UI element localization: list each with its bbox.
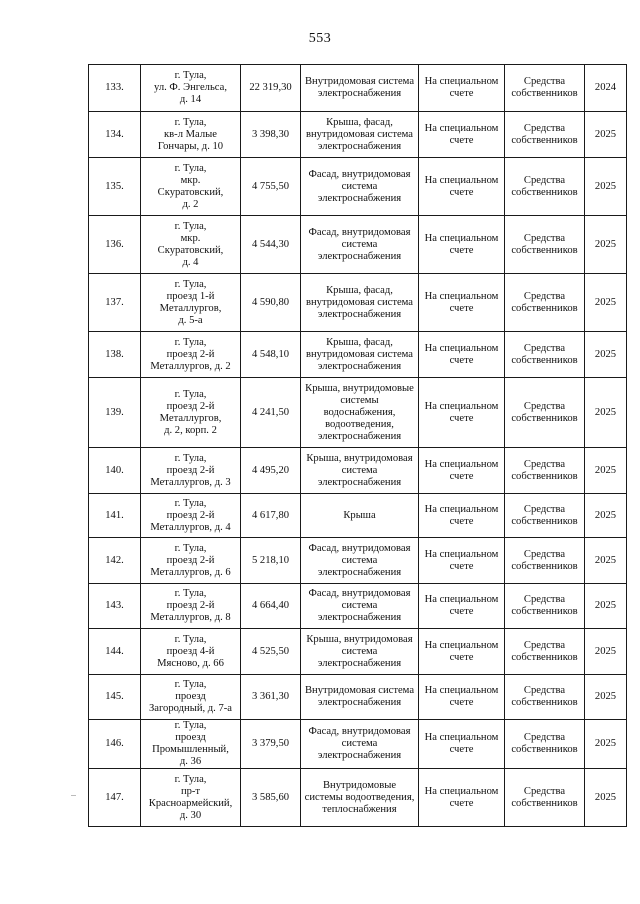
table-body xyxy=(89,65,627,827)
address-cell-line: Промышленный, xyxy=(152,744,229,755)
year-cell: 2025 xyxy=(585,448,627,494)
address-cell-line: Красноармейский, xyxy=(148,797,233,809)
funding-source-cell-line: собственников xyxy=(511,244,578,256)
address-cell-line: проезд 2-й xyxy=(166,509,215,521)
address-cell-line: Гончары, д. 10 xyxy=(157,140,224,152)
table-row xyxy=(89,538,627,584)
row-number-cell: 146. xyxy=(89,720,141,769)
funding-source-cell xyxy=(505,158,585,216)
account-cell-line: счете xyxy=(449,744,474,755)
area-cell: 3 379,50 xyxy=(241,720,301,769)
address-cell xyxy=(141,112,241,158)
works-cell-line: электроснабжения xyxy=(317,750,402,761)
address-cell-line: г. Тула, xyxy=(174,336,207,348)
account-cell-line: счете xyxy=(449,797,474,809)
address-cell-line: проезд 4-й xyxy=(166,645,215,657)
year-cell: 2025 xyxy=(585,274,627,332)
works-cell xyxy=(301,720,419,769)
account-cell-line: На специальном xyxy=(424,548,499,560)
account-cell-line: счете xyxy=(449,134,474,146)
area-cell: 3 398,30 xyxy=(241,112,301,158)
address-cell-line: г. Тула, xyxy=(174,116,207,128)
funding-source-cell-line: Средства xyxy=(523,732,566,743)
account-cell xyxy=(419,720,505,769)
works-cell xyxy=(301,448,419,494)
address-cell xyxy=(141,158,241,216)
funding-source-cell-line: собственников xyxy=(511,651,578,663)
works-cell xyxy=(301,629,419,675)
address-cell-line: Скуратовский, xyxy=(157,186,224,198)
table-row xyxy=(89,274,627,332)
works-cell-line: электроснабжения xyxy=(317,566,402,578)
funding-source-cell-line: Средства xyxy=(523,232,566,244)
row-number-cell: 142. xyxy=(89,538,141,584)
row-number-cell: 136. xyxy=(89,216,141,274)
area-cell: 4 664,40 xyxy=(241,584,301,629)
address-cell-line: Загородный, д. 7-а xyxy=(148,703,233,714)
row-number-cell: 133. xyxy=(89,65,141,112)
account-cell-line: счете xyxy=(449,470,474,482)
works-cell-line: Крыша, внутридомовая xyxy=(306,633,413,645)
works-cell-line: Крыша, фасад, xyxy=(326,336,393,348)
area-cell: 4 525,50 xyxy=(241,629,301,675)
works-cell-line: электроснабжения xyxy=(317,250,402,262)
table-row xyxy=(89,112,627,158)
row-number-cell: 134. xyxy=(89,112,141,158)
address-cell-line: д. 14 xyxy=(179,94,202,105)
funding-source-cell-line: Средства xyxy=(523,122,566,134)
table-row xyxy=(89,158,627,216)
works-cell-line: Крыша, внутридомовые xyxy=(305,382,414,394)
year-cell: 2025 xyxy=(585,158,627,216)
funding-source-cell-line: Средства xyxy=(523,400,566,412)
account-cell xyxy=(419,538,505,584)
account-cell-line: счете xyxy=(449,302,474,314)
address-cell-line: д. 5-а xyxy=(178,314,203,326)
row-number-cell: 138. xyxy=(89,332,141,378)
address-cell-line: г. Тула, xyxy=(174,679,207,690)
account-cell-line: На специальном xyxy=(424,639,499,651)
works-cell-line: системы водоотведения, xyxy=(304,791,415,803)
works-cell xyxy=(301,274,419,332)
address-cell xyxy=(141,675,241,720)
address-cell-line: проезд 1-й xyxy=(166,290,215,302)
account-cell xyxy=(419,216,505,274)
funding-source-cell-line: Средства xyxy=(523,639,566,651)
works-cell-line: электроснабжения xyxy=(317,308,402,320)
address-cell-line: г. Тула, xyxy=(174,162,207,174)
works-cell-line: Крыша, внутридомовая xyxy=(306,452,413,464)
area-cell: 4 755,50 xyxy=(241,158,301,216)
address-cell-line: Металлургов, xyxy=(159,412,222,424)
scan-speck xyxy=(71,795,76,796)
table-row xyxy=(89,584,627,629)
area-cell: 5 218,10 xyxy=(241,538,301,584)
year-cell: 2025 xyxy=(585,720,627,769)
table-row xyxy=(89,448,627,494)
works-cell-line: теплоснабжения xyxy=(322,803,397,815)
address-cell-line: проезд 2-й xyxy=(166,600,215,611)
area-cell: 3 585,60 xyxy=(241,769,301,827)
address-cell-line: Металлургов, д. 8 xyxy=(150,612,231,623)
address-cell-line: пр-т xyxy=(180,785,201,797)
works-cell xyxy=(301,584,419,629)
address-cell-line: г. Тула, xyxy=(174,633,207,645)
address-cell-line: проезд 2-й xyxy=(166,348,215,360)
funding-source-cell xyxy=(505,332,585,378)
works-cell-line: электроснабжения xyxy=(317,360,402,372)
works-cell xyxy=(301,332,419,378)
funding-source-cell-line: Средства xyxy=(523,342,566,354)
works-cell-line: Внутридомовые xyxy=(322,779,397,791)
address-cell xyxy=(141,538,241,584)
works-cell-line: система xyxy=(341,645,378,657)
account-cell-line: На специальном xyxy=(424,232,499,244)
area-cell: 3 361,30 xyxy=(241,675,301,720)
works-cell-line: электроснабжения xyxy=(317,476,402,488)
works-cell xyxy=(301,675,419,720)
works-cell-line: Фасад, внутридомовая xyxy=(308,726,411,737)
funding-source-cell-line: собственников xyxy=(511,515,578,527)
account-cell xyxy=(419,584,505,629)
address-cell-line: д. 2, корп. 2 xyxy=(164,424,217,436)
works-cell-line: система xyxy=(341,554,378,566)
housing-repair-table xyxy=(88,64,627,827)
works-cell-line: электроснабжения xyxy=(317,697,402,708)
address-cell xyxy=(141,720,241,769)
works-cell-line: водоотведения, xyxy=(325,418,394,430)
account-cell xyxy=(419,158,505,216)
funding-source-cell-line: Средства xyxy=(523,290,566,302)
address-cell-line: г. Тула, xyxy=(174,542,207,554)
address-cell-line: Металлургов, д. 4 xyxy=(150,521,231,533)
funding-source-cell-line: собственников xyxy=(511,744,578,755)
funding-source-cell-line: собственников xyxy=(511,302,578,314)
address-cell-line: д. 4 xyxy=(182,256,199,268)
funding-source-cell xyxy=(505,448,585,494)
address-cell-line: Металлургов, д. 2 xyxy=(150,360,231,372)
works-cell xyxy=(301,378,419,448)
address-cell xyxy=(141,332,241,378)
address-cell-line: г. Тула, xyxy=(174,278,207,290)
area-cell: 4 544,30 xyxy=(241,216,301,274)
address-cell xyxy=(141,65,241,112)
account-cell xyxy=(419,769,505,827)
works-cell-line: Внутридомовая система xyxy=(304,685,415,696)
funding-source-cell-line: собственников xyxy=(511,134,578,146)
account-cell xyxy=(419,332,505,378)
address-cell-line: проезд 2-й xyxy=(166,554,215,566)
account-cell-line: счете xyxy=(449,651,474,663)
account-cell-line: На специальном xyxy=(424,594,499,605)
funding-source-cell-line: собственников xyxy=(511,797,578,809)
year-cell: 2025 xyxy=(585,112,627,158)
address-cell-line: г. Тула, xyxy=(174,220,207,232)
works-cell-line: система xyxy=(341,738,378,749)
account-cell xyxy=(419,494,505,538)
page-number: 553 xyxy=(308,31,332,46)
account-cell xyxy=(419,378,505,448)
address-cell xyxy=(141,494,241,538)
funding-source-cell-line: Средства xyxy=(523,594,566,605)
address-cell-line: г. Тула, xyxy=(174,588,207,599)
address-cell-line: проезд xyxy=(175,691,206,702)
works-cell xyxy=(301,494,419,538)
funding-source-cell-line: Средства xyxy=(523,548,566,560)
account-cell-line: На специальном xyxy=(424,290,499,302)
address-cell xyxy=(141,584,241,629)
works-cell xyxy=(301,216,419,274)
address-cell-line: проезд 2-й xyxy=(166,464,215,476)
account-cell-line: На специальном xyxy=(424,685,499,696)
funding-source-cell-line: собственников xyxy=(511,697,578,708)
funding-source-cell-line: собственников xyxy=(511,560,578,572)
funding-source-cell xyxy=(505,538,585,584)
works-cell-line: внутридомовая система xyxy=(305,128,413,140)
address-cell xyxy=(141,274,241,332)
account-cell-line: На специальном xyxy=(424,503,499,515)
address-cell-line: д. 30 xyxy=(179,809,202,821)
address-cell-line: г. Тула, xyxy=(174,70,207,81)
funding-source-cell xyxy=(505,675,585,720)
table-row xyxy=(89,675,627,720)
table-row xyxy=(89,216,627,274)
row-number-cell: 143. xyxy=(89,584,141,629)
funding-source-cell xyxy=(505,720,585,769)
address-cell-line: г. Тула, xyxy=(174,773,207,785)
funding-source-cell-line: собственников xyxy=(511,470,578,482)
works-cell-line: Крыша xyxy=(343,509,376,521)
account-cell-line: счете xyxy=(449,186,474,198)
works-cell-line: электроснабжения xyxy=(317,192,402,204)
funding-source-cell-line: Средства xyxy=(523,458,566,470)
funding-source-cell-line: Средства xyxy=(523,76,566,87)
works-cell-line: электроснабжения xyxy=(317,140,402,152)
table-row xyxy=(89,629,627,675)
address-cell xyxy=(141,378,241,448)
works-cell-line: Крыша, фасад, xyxy=(326,284,393,296)
works-cell-line: электроснабжения xyxy=(317,612,402,623)
row-number-cell: 141. xyxy=(89,494,141,538)
account-cell xyxy=(419,65,505,112)
works-cell-line: Фасад, внутридомовая xyxy=(308,542,411,554)
works-cell-line: электроснабжения xyxy=(317,88,402,99)
account-cell-line: На специальном xyxy=(424,76,499,87)
account-cell-line: На специальном xyxy=(424,400,499,412)
works-cell-line: внутридомовая система xyxy=(305,348,413,360)
works-cell-line: Крыша, фасад, xyxy=(326,116,393,128)
funding-source-cell xyxy=(505,378,585,448)
address-cell-line: проезд 2-й xyxy=(166,400,215,412)
funding-source-cell xyxy=(505,629,585,675)
address-cell xyxy=(141,216,241,274)
address-cell-line: г. Тула, xyxy=(174,720,207,731)
address-cell-line: Металлургов, д. 3 xyxy=(150,476,231,488)
account-cell-line: На специальном xyxy=(424,458,499,470)
account-cell-line: счете xyxy=(449,606,474,617)
row-number-cell: 144. xyxy=(89,629,141,675)
account-cell xyxy=(419,112,505,158)
works-cell xyxy=(301,158,419,216)
funding-source-cell-line: Средства xyxy=(523,503,566,515)
funding-source-cell xyxy=(505,584,585,629)
funding-source-cell-line: собственников xyxy=(511,354,578,366)
works-cell-line: системы xyxy=(340,394,379,406)
works-cell xyxy=(301,769,419,827)
year-cell: 2025 xyxy=(585,629,627,675)
table-row xyxy=(89,332,627,378)
funding-source-cell-line: Средства xyxy=(523,785,566,797)
year-cell: 2025 xyxy=(585,216,627,274)
account-cell xyxy=(419,675,505,720)
works-cell-line: Фасад, внутридомовая xyxy=(308,168,411,180)
works-cell xyxy=(301,112,419,158)
account-cell-line: счете xyxy=(449,244,474,256)
works-cell-line: электроснабжения xyxy=(317,657,402,669)
account-cell-line: счете xyxy=(449,88,474,99)
works-cell-line: внутридомовая система xyxy=(305,296,413,308)
year-cell: 2025 xyxy=(585,538,627,584)
row-number-cell: 140. xyxy=(89,448,141,494)
area-cell: 4 617,80 xyxy=(241,494,301,538)
row-number-cell: 137. xyxy=(89,274,141,332)
account-cell-line: На специальном xyxy=(424,342,499,354)
funding-source-cell-line: собственников xyxy=(511,412,578,424)
works-cell-line: система xyxy=(341,464,378,476)
address-cell-line: Металлургов, xyxy=(159,302,222,314)
funding-source-cell xyxy=(505,65,585,112)
area-cell: 22 319,30 xyxy=(241,65,301,112)
year-cell: 2025 xyxy=(585,769,627,827)
works-cell-line: система xyxy=(341,600,378,611)
works-cell xyxy=(301,65,419,112)
funding-source-cell-line: собственников xyxy=(511,606,578,617)
address-cell-line: кв-л Малые xyxy=(164,128,217,140)
account-cell xyxy=(419,274,505,332)
account-cell-line: На специальном xyxy=(424,122,499,134)
address-cell-line: ул. Ф. Энгельса, xyxy=(154,82,227,93)
address-cell-line: Мясново, д. 66 xyxy=(157,657,224,669)
address-cell-line: д. 2 xyxy=(182,198,199,210)
account-cell-line: счете xyxy=(449,697,474,708)
account-cell xyxy=(419,448,505,494)
address-cell-line: г. Тула, xyxy=(174,452,207,464)
account-cell-line: На специальном xyxy=(424,785,499,797)
table-row xyxy=(89,65,627,112)
account-cell-line: счете xyxy=(449,412,474,424)
year-cell: 2025 xyxy=(585,378,627,448)
address-cell-line: Металлургов, д. 6 xyxy=(150,566,231,578)
address-cell xyxy=(141,448,241,494)
address-cell xyxy=(141,769,241,827)
funding-source-cell-line: Средства xyxy=(523,685,566,696)
year-cell: 2025 xyxy=(585,584,627,629)
account-cell xyxy=(419,629,505,675)
works-cell-line: Фасад, внутридомовая xyxy=(308,588,411,599)
address-cell xyxy=(141,629,241,675)
account-cell-line: счете xyxy=(449,354,474,366)
works-cell-line: система xyxy=(341,180,378,192)
area-cell: 4 590,80 xyxy=(241,274,301,332)
area-cell: 4 241,50 xyxy=(241,378,301,448)
works-cell-line: электроснабжения xyxy=(317,430,402,442)
row-number-cell: 145. xyxy=(89,675,141,720)
address-cell-line: д. 36 xyxy=(179,756,202,767)
works-cell-line: система xyxy=(341,238,378,250)
account-cell-line: счете xyxy=(449,515,474,527)
funding-source-cell xyxy=(505,216,585,274)
works-cell xyxy=(301,538,419,584)
year-cell: 2025 xyxy=(585,332,627,378)
table-row xyxy=(89,378,627,448)
address-cell-line: мкр. xyxy=(180,174,201,186)
works-cell-line: Внутридомовая система xyxy=(304,76,415,87)
address-cell-line: Скуратовский, xyxy=(157,244,224,256)
funding-source-cell-line: собственников xyxy=(511,186,578,198)
funding-source-cell xyxy=(505,769,585,827)
address-cell-line: г. Тула, xyxy=(174,497,207,509)
funding-source-cell xyxy=(505,112,585,158)
row-number-cell: 139. xyxy=(89,378,141,448)
area-cell: 4 548,10 xyxy=(241,332,301,378)
address-cell-line: проезд xyxy=(175,732,206,743)
funding-source-cell xyxy=(505,274,585,332)
table-row xyxy=(89,494,627,538)
works-cell-line: водоснабжения, xyxy=(323,406,396,418)
area-cell: 4 495,20 xyxy=(241,448,301,494)
row-number-cell: 135. xyxy=(89,158,141,216)
account-cell-line: На специальном xyxy=(424,732,499,743)
account-cell-line: На специальном xyxy=(424,174,499,186)
works-cell-line: Фасад, внутридомовая xyxy=(308,226,411,238)
address-cell-line: мкр. xyxy=(180,232,201,244)
year-cell: 2024 xyxy=(585,65,627,112)
account-cell-line: счете xyxy=(449,560,474,572)
table-row xyxy=(89,769,627,827)
year-cell: 2025 xyxy=(585,675,627,720)
year-cell: 2025 xyxy=(585,494,627,538)
funding-source-cell xyxy=(505,494,585,538)
table-row xyxy=(89,720,627,769)
funding-source-cell-line: собственников xyxy=(511,88,578,99)
address-cell-line: г. Тула, xyxy=(174,388,207,400)
row-number-cell: 147. xyxy=(89,769,141,827)
funding-source-cell-line: Средства xyxy=(523,174,566,186)
